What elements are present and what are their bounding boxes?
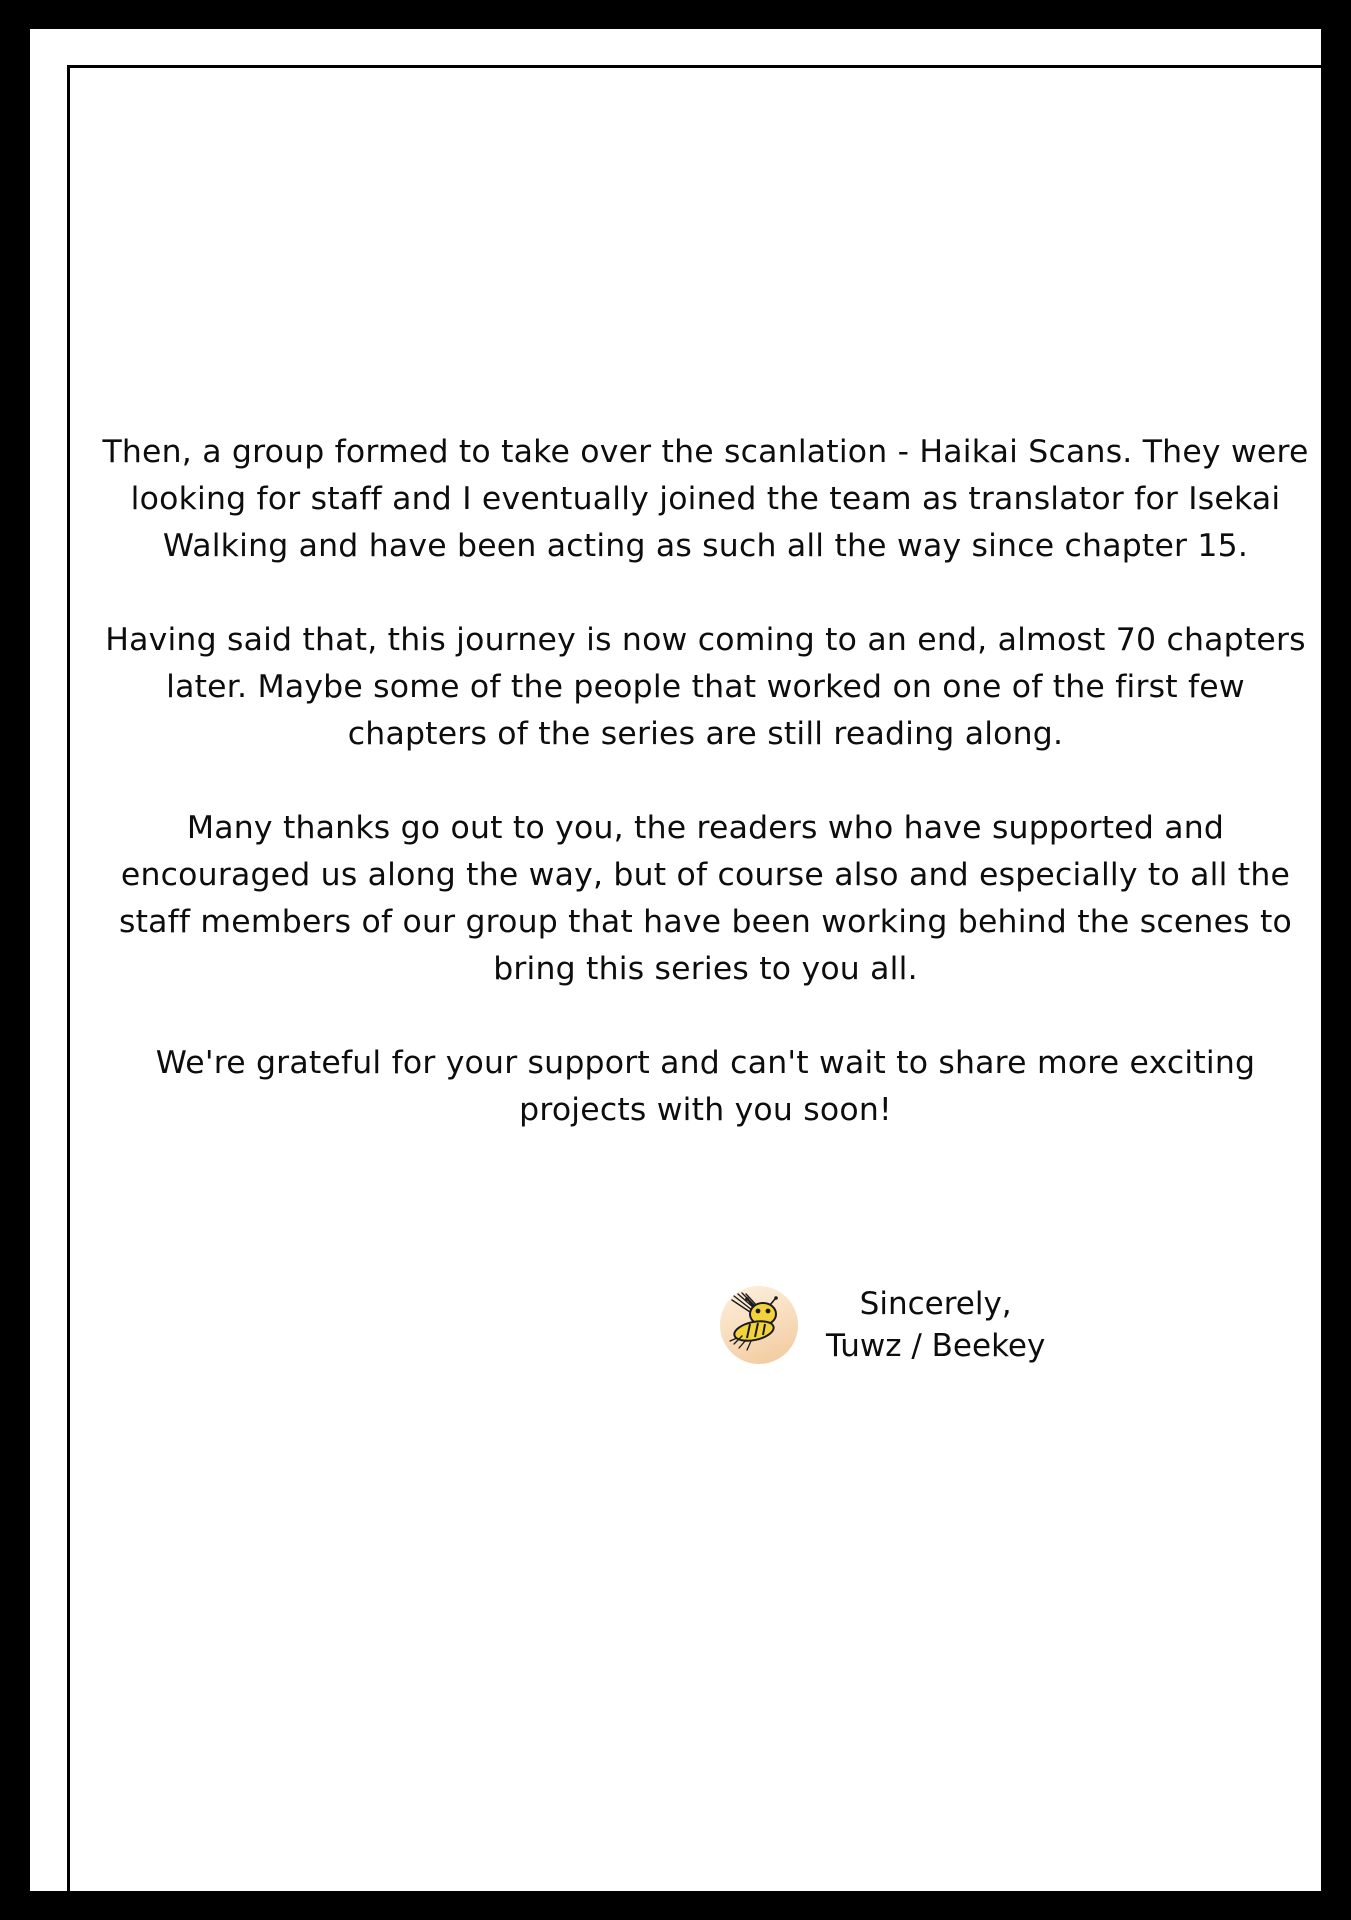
signature-text (826, 1283, 1045, 1367)
letter-page (30, 29, 1321, 1891)
letter-paragraph-1: Then, a group formed to take over the scanlation - Haikai Scans. They were looking for staff and I eventually joined the team as translator for Isekai Walking and have been acting as such all the way since chapter 15. (102, 434, 1309, 564)
signature-closing: Sincerely, (859, 1286, 1012, 1322)
letter-paragraph-2: Having said that, this journey is now coming to an end, almost 70 chapters later. Maybe some of the people that worked on one of the first few chapters of the series are still reading along. (105, 622, 1306, 752)
signature-name: Tuwz / Beekey (826, 1328, 1046, 1364)
signature-block (720, 1283, 1140, 1367)
letter-paragraph-4: We're grateful for your support and can't wait to share more exciting projects with you soon! (155, 1045, 1256, 1128)
bee-avatar-icon (720, 1286, 798, 1364)
letter-body (90, 429, 1321, 1134)
letter-paragraph-3: Many thanks go out to you, the readers who have supported and encouraged us along the way, but of course also and especially to all the staff members of our group that have been working behind the scenes to bring this series to you all. (118, 810, 1293, 987)
